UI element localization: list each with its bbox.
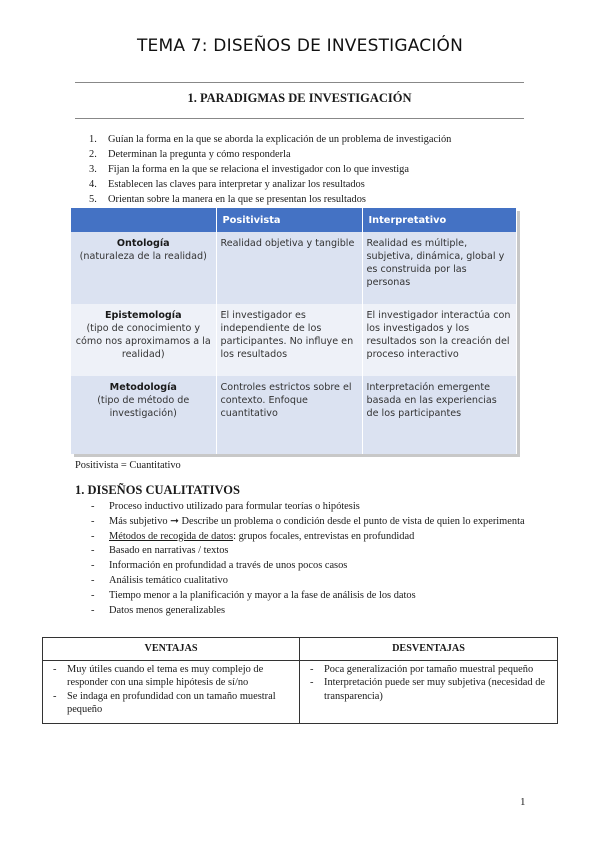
list-item: - Información en profundidad a través de unos pocos casos: [91, 560, 348, 572]
list-item: - Métodos de recogida de datos: grupos focales, entrevistas en profundidad: [91, 530, 415, 542]
row-label: Metodología: [109, 382, 177, 394]
section-heading-paradigmas: 1. PARADIGMAS DE INVESTIGACIÓN: [187, 91, 412, 105]
list-item: - Datos menos generalizables: [91, 604, 225, 616]
list-item: - Proceso inductivo utilizado para formular teorías o hipótesis: [91, 501, 360, 512]
ventajas-header: VENTAJAS: [43, 638, 300, 661]
table-header-empty: [71, 208, 216, 232]
cell-positivista: Controles estrictos sobre el contexto. Enfoque cuantitativo: [216, 376, 362, 454]
paradigm-note: Positivista = Cuantitativo: [75, 460, 181, 471]
list-item: 5. Orientan sobre la manera en la que se presentan los resultados: [89, 194, 366, 205]
list-item: - Poca generalización por tamaño muestral pequeño: [310, 664, 534, 675]
cell-positivista: Realidad objetiva y tangible: [216, 232, 362, 304]
list-item: - Más subjetivo ➞ Describe un problema o condición desde el punto de vista de quien lo experimenta: [91, 515, 525, 527]
row-sublabel: (tipo de conocimiento y cómo nos aproximamos a la realidad): [75, 323, 211, 361]
list-item: - Se indaga en profundidad con un tamaño muestral pequeño: [53, 690, 276, 716]
list-item: 2. Determinan la pregunta y cómo responderla: [89, 149, 291, 160]
table-header-row: [71, 208, 516, 232]
list-item: - Basado en narrativas / textos: [91, 545, 229, 557]
cell-interpretativo: Realidad es múltiple, subjetiva, dinámica, global y es construida por las personas: [362, 232, 516, 304]
paradigms-table: [71, 208, 517, 454]
table-header-interpretativo: Interpretativo: [362, 208, 516, 232]
row-label-cell: [71, 232, 216, 304]
page-title: TEMA 7: DISEÑOS DE INVESTIGACIÓN: [136, 36, 464, 56]
divider-bottom: [75, 118, 524, 119]
divider-top: [75, 82, 524, 83]
desventajas-cell: [300, 661, 558, 724]
qualitative-list: [75, 500, 525, 618]
table-header-positivista: Positivista: [216, 208, 362, 232]
list-item: 4. Establecen las claves para interpretar y analizar los resultados: [89, 179, 365, 190]
cell-positivista: El investigador es independiente de los participantes. No influye en los resultados: [216, 304, 362, 376]
desventajas-header: DESVENTAJAS: [300, 638, 558, 661]
row-label: Epistemología: [104, 310, 182, 322]
row-label-cell: [71, 304, 216, 376]
cell-interpretativo: El investigador interactúa con los investigados y los resultados son la creación del proceso interactivo: [362, 304, 516, 376]
page-number: 1: [520, 796, 526, 808]
list-item: - Análisis temático cualitativo: [91, 574, 228, 586]
list-item: 1. Guían la forma en la que se aborda la explicación de un problema de investigación: [89, 134, 452, 145]
table-row: [43, 661, 558, 724]
row-sublabel: (tipo de método de investigación): [97, 395, 190, 420]
pros-cons-table: [42, 637, 558, 724]
table-row: [71, 304, 516, 376]
list-item: - Interpretación puede ser muy subjetiva (necesidad de transparencia): [310, 677, 545, 702]
table-row: [71, 232, 516, 304]
section-heading-cualitativos: 1. DISEÑOS CUALITATIVOS: [75, 483, 240, 497]
table-row: [71, 376, 516, 454]
underlined-term: Métodos de recogida de datos: [109, 530, 234, 542]
row-label: Ontología: [116, 238, 170, 250]
row-label-cell: [71, 376, 216, 454]
row-sublabel: (naturaleza de la realidad): [79, 251, 207, 263]
list-item: 3. Fijan la forma en la que se relaciona el investigador con lo que investiga: [89, 164, 409, 175]
list-item: - Muy útiles cuando el tema es muy complejo de responder con una simple hipótesis de sí/no: [53, 664, 264, 689]
cell-interpretativo: Interpretación emergente basada en las experiencias de los participantes: [362, 376, 516, 454]
ventajas-cell: [43, 661, 300, 724]
list-item: - Tiempo menor a la planificación y mayor a la fase de análisis de los datos: [91, 589, 416, 601]
paradigms-list: [75, 132, 451, 207]
table-header-row: [43, 638, 558, 661]
